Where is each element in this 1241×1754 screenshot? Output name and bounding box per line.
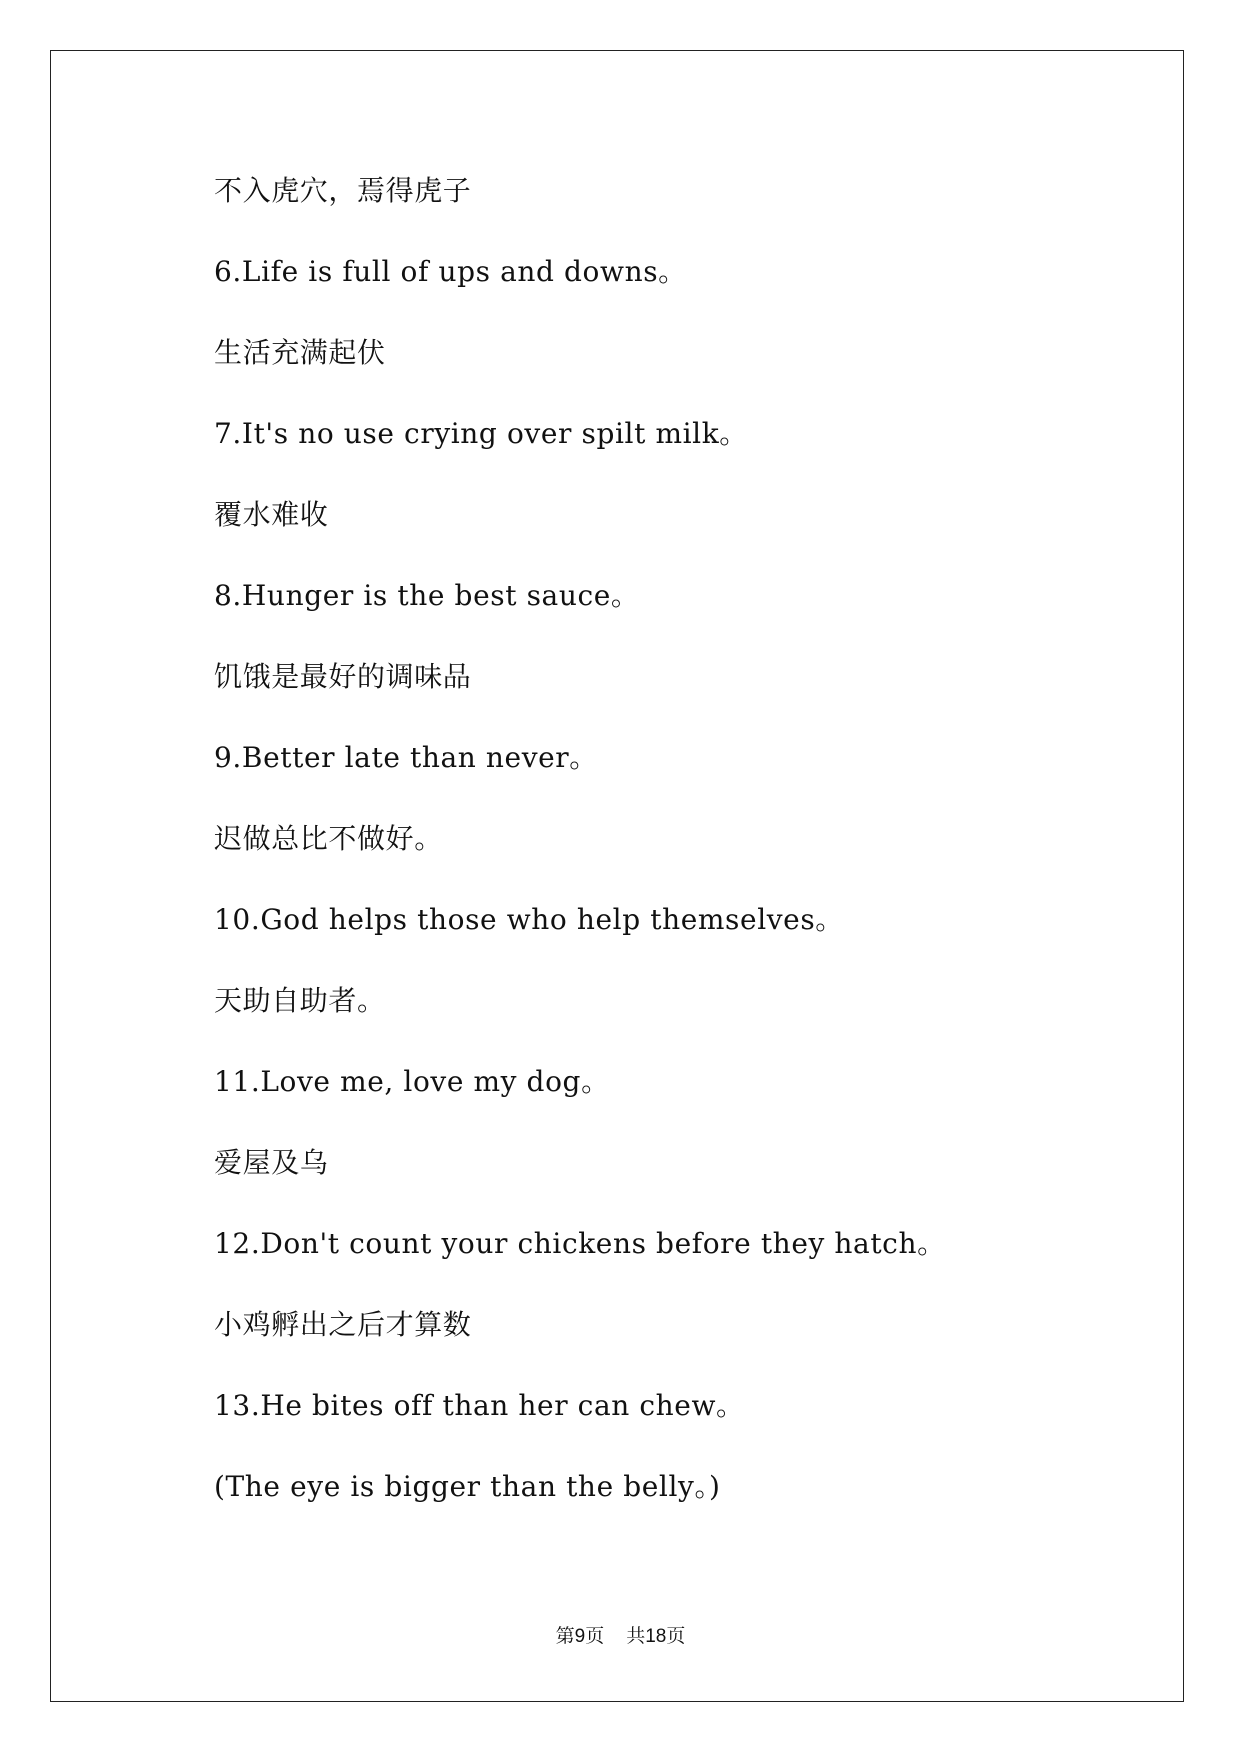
page-number: 9 <box>574 1626 586 1647</box>
proverb-translation: 小鸡孵出之后才算数 <box>214 1308 472 1341</box>
proverb-note: (The eye is bigger than the belly。) <box>214 1470 721 1503</box>
proverb-english: 7.It's no use crying over spilt milk。 <box>214 417 748 450</box>
proverb-english: 6.Life is full of ups and downs。 <box>214 255 687 288</box>
proverb-translation: 天助自助者。 <box>214 984 386 1017</box>
proverb-english: 8.Hunger is the best sauce。 <box>214 579 640 612</box>
proverb-english: 11.Love me, love my dog。 <box>214 1065 610 1098</box>
proverb-translation: 生活充满起伏 <box>214 336 386 369</box>
proverb-english: 12.Don't count your chickens before they hatch。 <box>214 1227 946 1260</box>
page-suffix: 页 <box>585 1625 605 1647</box>
proverb-translation: 迟做总比不做好。 <box>214 822 443 855</box>
proverb-translation: 爱屋及乌 <box>214 1146 329 1179</box>
page-border <box>50 50 1184 1702</box>
proverb-english: 13.He bites off than her can chew。 <box>214 1389 745 1422</box>
proverb-english: 10.God helps those who help themselves。 <box>214 903 844 936</box>
proverb-translation: 不入虎穴，焉得虎子 <box>214 174 472 207</box>
page-footer <box>0 1623 1241 1650</box>
proverb-translation: 覆水难收 <box>214 498 329 531</box>
proverb-english: 9.Better late than never。 <box>214 741 598 774</box>
proverb-translation: 饥饿是最好的调味品 <box>214 660 472 693</box>
page-prefix: 第 <box>555 1625 575 1647</box>
total-suffix: 页 <box>666 1625 686 1647</box>
total-pages: 18 <box>645 1626 667 1647</box>
total-prefix: 共 <box>626 1625 646 1647</box>
